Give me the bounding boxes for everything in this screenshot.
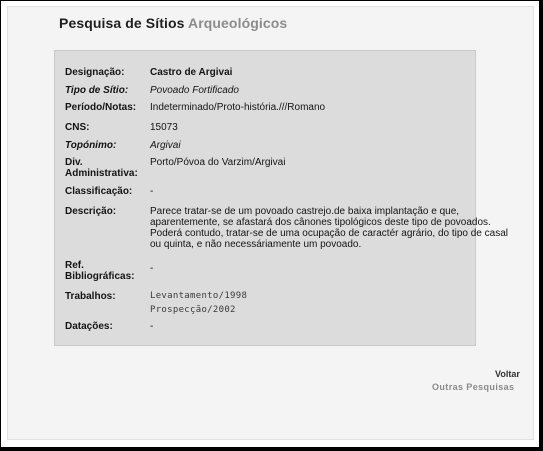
descricao-label: Descrição: (65, 206, 117, 217)
ref-bibliograficas-label (65, 260, 134, 282)
div-administrativa-label-line1: Div. (65, 157, 83, 168)
trabalhos-line: Levantamento/1998 (150, 291, 248, 301)
classificacao-label: Classificação: (65, 186, 133, 197)
tipo-sitio-value: Povoado Fortificado (150, 85, 239, 96)
ref-bibliograficas-label-line2: Bibliográficas: (65, 271, 135, 282)
toponimo-label: Topónimo: (65, 140, 117, 151)
designacao-label: Designação: (65, 67, 125, 78)
ref-bibliograficas-label-line1: Ref. (65, 260, 84, 271)
page-title-faded: Arqueológicos (187, 15, 288, 31)
descricao-line: aparentemente, se afastará dos cânones tipológicos deste tipo de povoados. (150, 217, 491, 228)
ref-bibliograficas-value: - (150, 263, 154, 274)
trabalhos-value (150, 291, 468, 316)
trabalhos-label: Trabalhos: (65, 291, 116, 302)
div-administrativa-label (65, 157, 138, 179)
tipo-sitio-label: Tipo de Sítio: (65, 85, 129, 96)
periodo-label: Período/Notas: (65, 102, 137, 113)
designacao-value: Castro de Argivai (150, 67, 233, 78)
voltar-link[interactable]: Voltar (495, 369, 520, 379)
descricao-line: Poderá contudo, tratar-se de uma ocupação de caractér agrário, do tipo de casal (150, 228, 508, 239)
div-administrativa-value: Porto/Póvoa do Varzim/Argivai (150, 157, 286, 168)
descricao-value (150, 206, 508, 250)
datacoes-label: Datações: (65, 321, 113, 332)
periodo-value: Indeterminado/Proto-história.///Romano (150, 102, 326, 113)
toponimo-value: Argivai (150, 140, 181, 151)
datacoes-value: - (150, 321, 154, 332)
div-administrativa-label-line2: Administrativa: (65, 168, 138, 179)
descricao-line: Parece tratar-se de um povoado castrejo.de baixa implantação e que, (150, 206, 460, 217)
cns-label: CNS: (65, 122, 90, 133)
descricao-line: ou quinta, e não necessáriamente um povoado. (150, 239, 362, 250)
outras-pesquisas-link[interactable]: Outras Pesquisas (432, 382, 515, 392)
page-title-main: Pesquisa de Sítios (59, 15, 188, 31)
cns-value: 15073 (150, 122, 178, 133)
page-title (59, 15, 287, 31)
classificacao-value: - (150, 186, 154, 197)
site-record-card (54, 50, 508, 346)
trabalhos-line: Prospecção/2002 (150, 305, 236, 315)
